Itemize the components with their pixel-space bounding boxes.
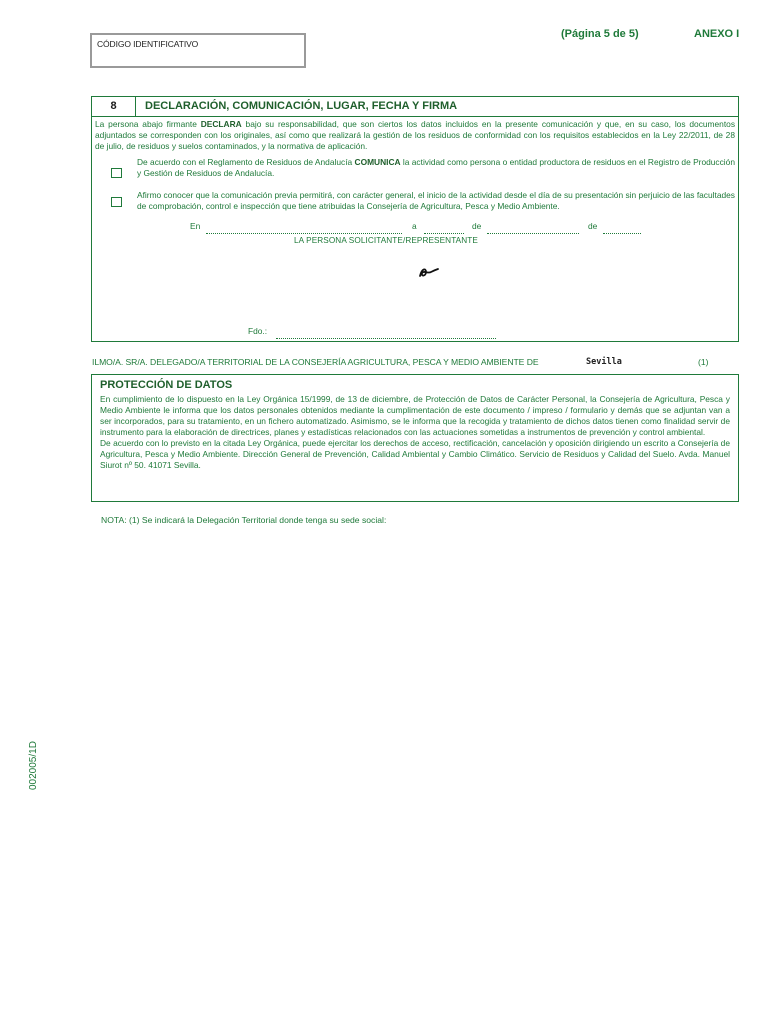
de-label-2: de <box>588 221 598 231</box>
year-input[interactable] <box>603 224 641 234</box>
declara-text-pre: La persona abajo firmante <box>95 119 201 129</box>
proteccion-paragraph-1: En cumplimiento de lo dispuesto en la Ley Orgánica 15/1999, de 13 de diciembre, de Protección de Datos de Carácter Personal, la Consejería de Agricultura, Pesca y Medio Ambiente le informa que los datos personales obtenidos mediante la cumplimentación de este documento / impreso / formulario y demás que se adjuntan van a ser incorporados, para su tratamiento, en un fichero automatizado. Asimismo, se le informa que la recogida y tratamiento de dichos datos tienen como finalidad servir de instrumento para la elaboración de directrices, planes y estadísticas relacionados con las actuaciones sometidas a instrumentos de prevención y control ambiental. <box>100 394 730 437</box>
delegacion-city-value[interactable]: Sevilla <box>586 357 622 367</box>
codigo-identificativo-label: CÓDIGO IDENTIFICATIVO <box>97 39 199 49</box>
note-reference: (1) <box>698 357 709 367</box>
month-input[interactable] <box>487 224 579 234</box>
comunica-checkbox[interactable] <box>111 168 122 178</box>
annex-label: ANEXO I <box>694 28 740 40</box>
a-label: a <box>412 221 417 231</box>
declara-text-post: bajo su responsabilidad, que son ciertos los datos incluidos en la presente comunicación y que, en su caso, los documentos adjuntados se corresponden con los originales, así como que realizará la gestión de los residuos de conformidad con los requisitos establecidos en la Ley 22/2011, de 28 de julio, de residuos y suelos contaminados, y la normativa de aplicación. <box>95 119 736 151</box>
declara-paragraph <box>95 119 735 152</box>
comunica-text-pre: De acuerdo con el Reglamento de Residuos de Andalucía <box>137 157 355 167</box>
delegado-territorial-line: ILMO/A. SR/A. DELEGADO/A TERRITORIAL DE LA CONSEJERÍA AGRICULTURA, PESCA Y MEDIO AMBIENTE DE <box>92 357 539 367</box>
declara-bold: DECLARA <box>200 119 242 129</box>
afirmo-checkbox[interactable] <box>111 197 122 207</box>
afirmo-paragraph: Afirmo conocer que la comunicación previa permitirá, con carácter general, el inicio de la actividad desde el día de su presentación sin perjuicio de las facultades de comprobación, control e inspección que tiene atribuidas la Consejería de Agricultura, Pesca y Medio Ambiente. <box>137 190 735 211</box>
fdo-label: Fdo.: <box>248 326 268 336</box>
de-label-1: de <box>472 221 482 231</box>
section-8-declaration <box>91 96 739 342</box>
en-label: En <box>190 221 201 231</box>
proteccion-datos-box <box>91 374 739 502</box>
comunica-bold: COMUNICA <box>354 157 401 167</box>
signature-mark <box>418 265 440 279</box>
section-number: 8 <box>92 97 136 116</box>
proteccion-paragraph-2: De acuerdo con lo previsto en la citada Ley Orgánica, puede ejercitar los derechos de acceso, rectificación, cancelación y oposición dirigiendo un escrito a Consejería de Agricultura, Pesca y Medio Ambiente. Dirección General de Prevención, Calidad Ambiental y Cambio Climático. Servicio de Residuos y Calidad del Suelo. Avda. Manuel Siurot nº 50. 41071 Sevilla. <box>100 438 730 470</box>
place-input[interactable] <box>206 224 402 234</box>
form-code-vertical: 002005/1D <box>28 741 39 790</box>
persona-solicitante-label: LA PERSONA SOLICITANTE/REPRESENTANTE <box>294 236 478 245</box>
section-8-header <box>92 97 738 117</box>
nota-text: NOTA: (1) Se indicará la Delegación Territorial donde tenga su sede social: <box>101 515 387 525</box>
proteccion-datos-text <box>100 394 730 471</box>
section-title: DECLARACIÓN, COMUNICACIÓN, LUGAR, FECHA Y FIRMA <box>145 100 458 112</box>
fdo-input[interactable] <box>276 329 496 339</box>
codigo-identificativo-box[interactable] <box>90 33 306 68</box>
page-number: (Página 5 de 5) <box>561 28 639 40</box>
day-input[interactable] <box>424 224 464 234</box>
comunica-paragraph <box>137 157 735 179</box>
comunica-text-post: la actividad como persona o entidad productora de residuos en el Registro de Producción y Gestión de Residuos de Andalucía. <box>137 157 735 178</box>
proteccion-datos-title: PROTECCIÓN DE DATOS <box>100 379 233 391</box>
